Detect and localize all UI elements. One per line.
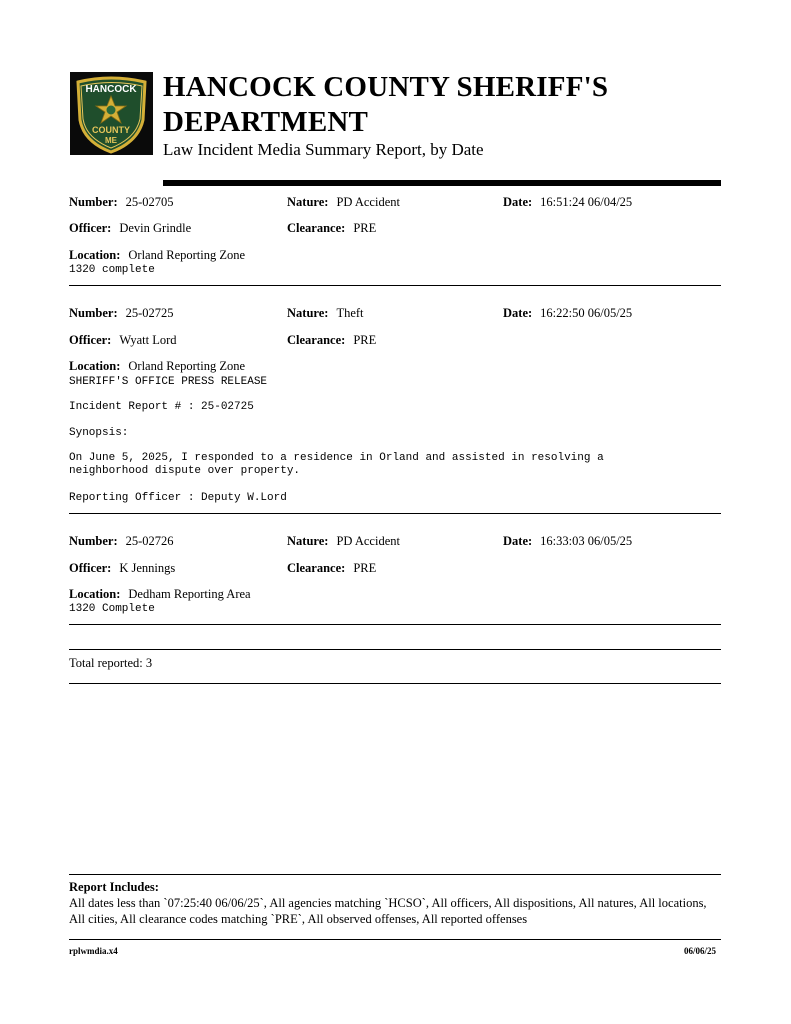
- record-narrative: Incident Report # : 25-02725: [69, 401, 254, 413]
- record-narrative: SHERIFF'S OFFICE PRESS RELEASE: [69, 376, 268, 388]
- record-narrative: Synopsis:: [69, 427, 129, 439]
- record-date: Date: 16:33:03 06/05/25: [503, 534, 633, 548]
- report-subtitle: Law Incident Media Summary Report, by Date: [163, 140, 484, 159]
- record-location: Location: Orland Reporting Zone: [69, 248, 246, 262]
- sheriff-badge-logo: [70, 72, 153, 155]
- svg-text:ME: ME: [105, 136, 117, 145]
- record-divider: [69, 285, 721, 286]
- header-divider: [163, 180, 721, 186]
- total-top-divider: [69, 649, 721, 650]
- svg-text:HANCOCK: HANCOCK: [85, 84, 137, 95]
- record-divider: [69, 513, 721, 514]
- includes-top-divider: [69, 874, 721, 875]
- record-narrative: 1320 Complete: [69, 603, 155, 615]
- record-nature: Nature: PD Accident: [287, 534, 400, 548]
- total-bottom-divider: [69, 683, 721, 684]
- record-date: Date: 16:22:50 06/05/25: [503, 306, 633, 320]
- record-number: Number: 25-02725: [69, 306, 174, 320]
- page-title: HANCOCK COUNTY SHERIFF'S DEPARTMENT: [163, 71, 609, 138]
- record-clearance: Clearance: PRE: [287, 333, 377, 347]
- record-location: Location: Orland Reporting Zone: [69, 359, 246, 373]
- record-officer: Officer: Devin Grindle: [69, 221, 192, 235]
- record-nature: Nature: PD Accident: [287, 195, 400, 209]
- record-clearance: Clearance: PRE: [287, 561, 377, 575]
- report-includes-text: All dates less than `07:25:40 06/06/25`, All agencies matching `HCSO`, All officers, All dispositions, All natures, All locations, All cities, All clearance codes matching `PRE`, All observed offenses, All reported offenses: [69, 896, 707, 926]
- record-narrative: On June 5, 2025, I responded to a residence in Orland and assisted in resolving a neighborhood dispute over property.: [69, 452, 604, 477]
- svg-text:COUNTY: COUNTY: [92, 125, 130, 135]
- report-file-name: rplwmdia.x4: [69, 946, 118, 956]
- record-clearance: Clearance: PRE: [287, 221, 377, 235]
- total-reported: Total reported: 3: [69, 656, 153, 670]
- record-nature: Nature: Theft: [287, 306, 364, 320]
- footer-divider: [69, 939, 721, 940]
- record-date: Date: 16:51:24 06/04/25: [503, 195, 633, 209]
- record-location: Location: Dedham Reporting Area: [69, 587, 251, 601]
- record-number: Number: 25-02705: [69, 195, 174, 209]
- record-officer: Officer: Wyatt Lord: [69, 333, 177, 347]
- report-includes-label: Report Includes:: [69, 880, 159, 894]
- record-divider: [69, 624, 721, 625]
- report-print-date: 06/06/25: [684, 946, 717, 956]
- record-number: Number: 25-02726: [69, 534, 174, 548]
- record-officer: Officer: K Jennings: [69, 561, 176, 575]
- record-narrative: 1320 complete: [69, 264, 155, 276]
- record-narrative: Reporting Officer : Deputy W.Lord: [69, 492, 287, 504]
